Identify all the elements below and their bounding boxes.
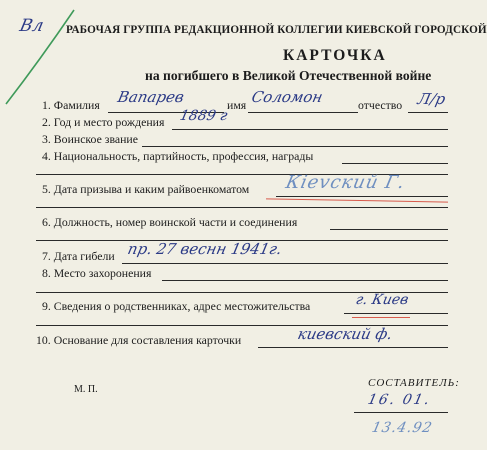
date-line-2: 13.4.92 (370, 420, 435, 436)
basis-value: киевский ф. (296, 325, 395, 343)
name-line (248, 112, 358, 113)
field-basis-label: 10. Основание для составления карточки (36, 333, 242, 347)
relatives-line (344, 313, 448, 314)
field-name-label: имя (227, 98, 247, 112)
rank-line (142, 146, 448, 147)
field-patronymic-label: отчество (358, 98, 403, 112)
field-surname-label: 1. Фамилия (42, 98, 100, 112)
field-rank-label: 3. Воинское звание (42, 132, 138, 146)
position-line (330, 229, 448, 230)
patronymic-value: Л/р (416, 90, 448, 108)
date-line-1: 16. 01. (366, 392, 433, 408)
relatives-value: г. Киев (354, 292, 410, 308)
field-birth-label: 2. Год и место рождения (42, 115, 165, 129)
field-position-label: 6. Должность, номер воинской части и соединения (42, 215, 298, 229)
organization-header: РАБОЧАЯ ГРУППА РЕДАКЦИОННОЙ КОЛЛЕГИИ КИЕВСКОЙ ГОРОДСКОЙ (66, 24, 487, 36)
date-underline (354, 412, 448, 413)
field-relatives-label: 9. Сведения о родственниках, адрес местожительства (42, 299, 311, 313)
death-value: пр. 27 веснн 1941г. (126, 240, 284, 258)
card-title: КАРТОЧКА (283, 47, 387, 64)
field-burial-label: 8. Место захоронения (42, 266, 152, 280)
birth-line (172, 129, 448, 130)
blank-line-2 (36, 207, 448, 208)
green-pencil-stroke (0, 0, 90, 110)
card-subtitle: на погибшего в Великой Отечественной войне (145, 68, 432, 83)
basis-line (258, 347, 448, 348)
surname-value: Вапарев (116, 88, 186, 106)
compiler-label: СОСТАВИТЕЛЬ: (368, 377, 460, 389)
corner-mark: Вл (17, 16, 46, 36)
birth-value: 1889 г (178, 108, 229, 124)
red-pencil-underline-2 (352, 317, 410, 318)
patronymic-line (408, 112, 448, 113)
conscription-line (276, 196, 448, 197)
conscription-value: Кievский Г. (283, 172, 408, 193)
field-conscription-label: 5. Дата призыва и каким райвоенкоматом (42, 182, 250, 196)
red-pencil-underline (266, 198, 448, 202)
field-death-label: 7. Дата гибели (42, 249, 115, 263)
nationality-line (342, 163, 448, 164)
field-nationality-label: 4. Национальность, партийность, профессия, награды (42, 149, 314, 163)
death-line (122, 263, 448, 264)
stamp-place: М. П. (74, 384, 98, 395)
name-value: Соломон (250, 88, 325, 106)
burial-line (162, 280, 448, 281)
